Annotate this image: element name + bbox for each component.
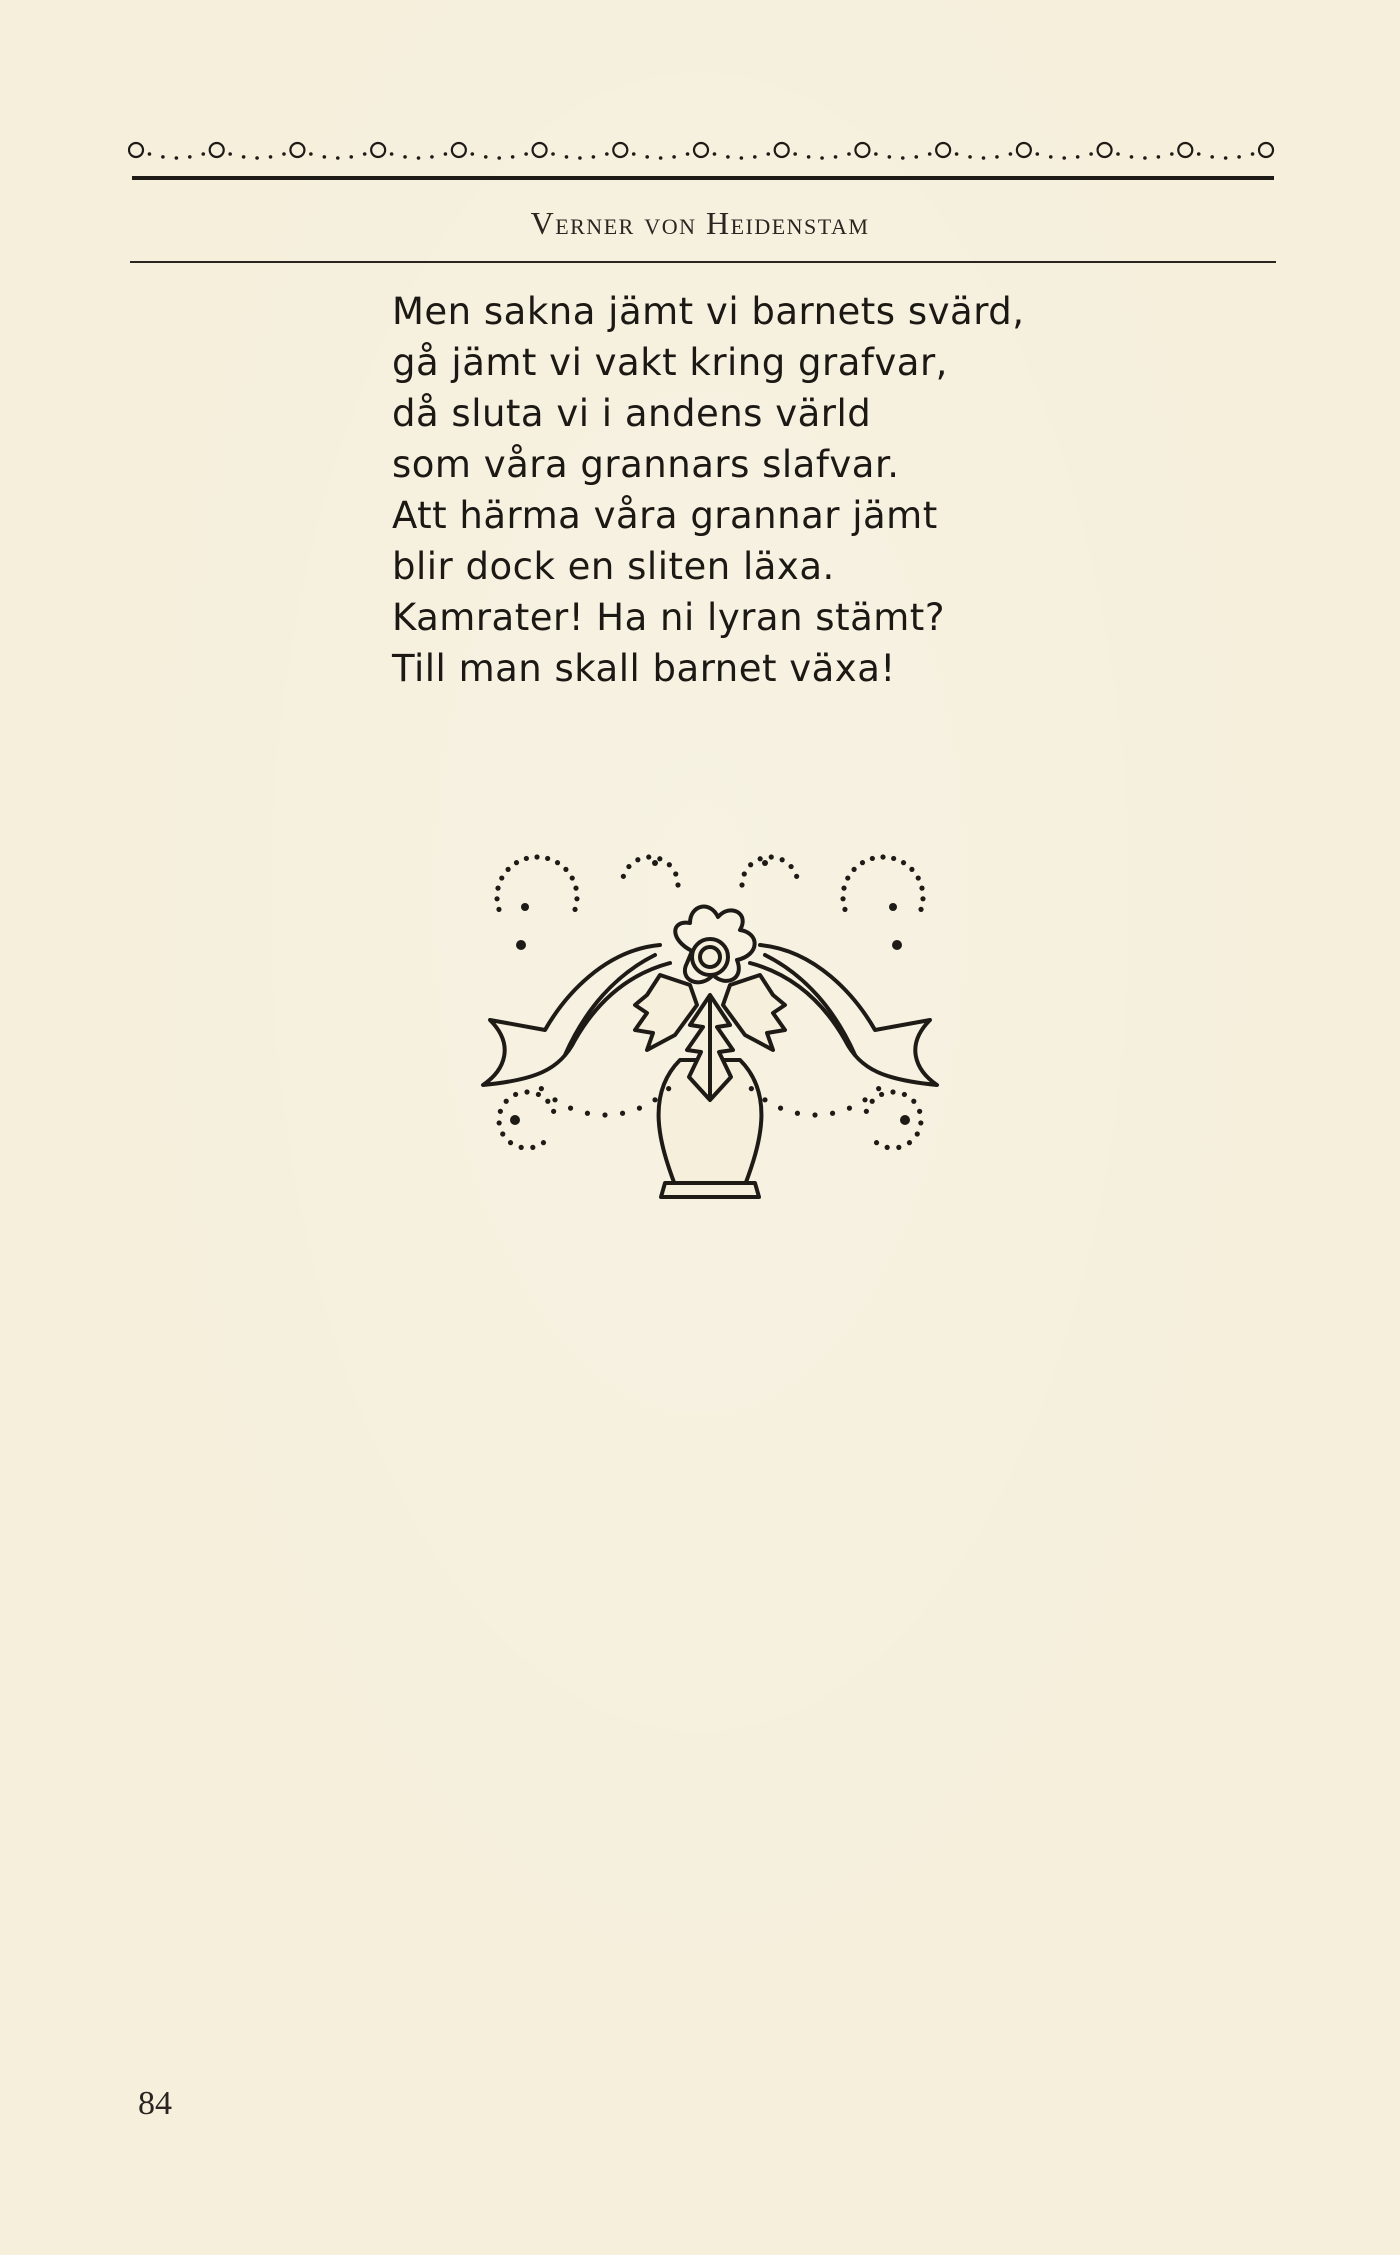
ornament-dot [840, 896, 845, 901]
poem-line: gå jämt vi vakt kring grafvar, [392, 341, 948, 384]
chain-dot [309, 152, 313, 156]
chain-dot [269, 155, 273, 159]
ornament-dot [742, 871, 747, 876]
chain-dot [1130, 155, 1134, 159]
ornament-dot [812, 1112, 817, 1117]
chain-dot [282, 152, 286, 156]
ornament-dot [870, 1099, 875, 1104]
chain-dot [632, 152, 636, 156]
ornament-dot [657, 856, 662, 861]
ornament-dot [911, 1099, 916, 1104]
chain-dot [672, 155, 676, 159]
chain-dot [444, 152, 448, 156]
ornament-dot [876, 1086, 881, 1091]
chain-dot [323, 155, 327, 159]
chain-link [613, 143, 627, 157]
chain-dot [1224, 156, 1228, 160]
chain-dot [1089, 152, 1093, 156]
chain-dot [363, 152, 367, 156]
poem-line: som våra grannars slafvar. [392, 443, 900, 486]
chain-dot [1237, 155, 1241, 159]
ornament-dot [902, 1092, 907, 1097]
ornament-dot [508, 1140, 513, 1145]
ornament-dot [519, 1145, 524, 1150]
ornament-dot [890, 1089, 895, 1094]
chain-dot [1009, 152, 1013, 156]
flower-vase-ornament [475, 845, 945, 1215]
chain-dot [928, 152, 932, 156]
chain-dot [1116, 152, 1120, 156]
chain-link [936, 143, 950, 157]
ornament-dot [874, 1140, 879, 1145]
chain-dot [1157, 155, 1161, 159]
ornament-dot [920, 896, 925, 901]
chain-dot [914, 155, 918, 159]
ornament-dot [585, 1111, 590, 1116]
ornament-dot [498, 1109, 503, 1114]
chain-dot [430, 155, 434, 159]
ornament-dot [845, 875, 850, 880]
ornament-dot [788, 864, 793, 869]
ornament-dot [918, 907, 923, 912]
chain-link [452, 143, 466, 157]
poem-line: Kamrater! Ha ni lyran stämt? [392, 596, 945, 639]
ornament-dot [536, 1092, 541, 1097]
poem-line: Att härma våra grannar jämt [392, 494, 938, 537]
ornament-dot [870, 856, 875, 861]
ornament-dot [769, 854, 774, 859]
chain-dot [1049, 155, 1053, 159]
ornament-dot [758, 856, 763, 861]
ornament-dot [842, 907, 847, 912]
chain-dot [1210, 155, 1214, 159]
ornament-dot [673, 871, 678, 876]
ornament-dot [794, 874, 799, 879]
ornament-dot [646, 854, 651, 859]
chain-dot [847, 152, 851, 156]
ornament-dot [891, 856, 896, 861]
chain-dot [1036, 152, 1040, 156]
chain-dot [874, 152, 878, 156]
ornament-dot [499, 875, 504, 880]
chain-dot [686, 152, 690, 156]
poem-line: då sluta vi i andens värld [392, 392, 872, 435]
chain-link [371, 143, 385, 157]
ornament-dot [667, 862, 672, 867]
chain-dot [484, 155, 488, 159]
ornament-dot [917, 1109, 922, 1114]
chain-link [775, 143, 789, 157]
ornament-dot [621, 874, 626, 879]
ornament-dot [524, 1089, 529, 1094]
ornament-dot [860, 860, 865, 865]
ornament-dot [916, 875, 921, 880]
chain-dot [201, 152, 205, 156]
chain-dot [1170, 152, 1174, 156]
chain-link [533, 143, 547, 157]
poem-line: blir dock en sliten läxa. [392, 545, 835, 588]
chain-dot [242, 155, 246, 159]
chain-dot [578, 156, 582, 160]
ornament-dot [919, 885, 924, 890]
ornament-dot [652, 1097, 657, 1102]
chain-dot [565, 155, 569, 159]
chain-dot [471, 152, 475, 156]
ornament-dot [841, 885, 846, 890]
chain-link [694, 143, 708, 157]
chain-link [210, 143, 224, 157]
ornament-dot [504, 1099, 509, 1104]
ornament-dot [514, 860, 519, 865]
chain-dot [592, 155, 596, 159]
chain-dot [645, 155, 649, 159]
ornament-dot [675, 882, 680, 887]
chain-dot [175, 156, 179, 160]
ornament-dot [666, 1086, 671, 1091]
ornament-dot [620, 1111, 625, 1116]
ornament-dot [851, 867, 856, 872]
ornament-dot [545, 856, 550, 861]
chain-dot [336, 156, 340, 160]
running-head: Verner von Heidenstam [530, 205, 870, 241]
chain-dot [1076, 155, 1080, 159]
ornament-dot [780, 857, 785, 862]
ornament-dot [762, 1097, 767, 1102]
chain-dot [188, 155, 192, 159]
ornament-dot [862, 1097, 867, 1102]
ornament-dot [572, 907, 577, 912]
chain-dot [148, 152, 152, 156]
ornament-dot [552, 1097, 557, 1102]
ornament-dot [513, 1092, 518, 1097]
header-rule [130, 261, 1276, 263]
chain-dot [726, 155, 730, 159]
chain-dot [753, 155, 757, 159]
chain-dot [820, 156, 824, 160]
chain-dot [497, 156, 501, 160]
chain-dot [766, 152, 770, 156]
chain-dot [403, 155, 407, 159]
ornament-dot [545, 1099, 550, 1104]
chain-dot [228, 152, 232, 156]
ornament-dot [568, 1106, 573, 1111]
ornament-dot [637, 1106, 642, 1111]
ornament-dot [539, 1086, 544, 1091]
chain-dot [551, 152, 555, 156]
ornament-dot [496, 907, 501, 912]
ornament-dot [885, 1145, 890, 1150]
ornament-dot [635, 857, 640, 862]
chain-dot [255, 156, 259, 160]
ornament-dot [574, 896, 579, 901]
ornament-dot [896, 1145, 901, 1150]
ornament-dot [500, 1131, 505, 1136]
chain-dot [740, 156, 744, 160]
ornament-dot [864, 1109, 869, 1114]
chain-dot [511, 155, 515, 159]
ornament-dot [534, 854, 539, 859]
ornament-dot [570, 875, 575, 880]
ornament-dot [749, 1086, 754, 1091]
page-number: 84 [138, 2085, 172, 2122]
ornament-dot [555, 860, 560, 865]
chain-dot [901, 156, 905, 160]
chain-dot [390, 152, 394, 156]
ornament-dot [563, 867, 568, 872]
ornament-dot [778, 1106, 783, 1111]
ornament-dot [830, 1111, 835, 1116]
ornament-dot [739, 882, 744, 887]
chain-dot [349, 155, 353, 159]
chain-link [1259, 143, 1273, 157]
chain-dot [1143, 156, 1147, 160]
poem-line: Till man skall barnet växa! [392, 647, 896, 690]
chain-link [1178, 143, 1192, 157]
ornament-dot [847, 1106, 852, 1111]
chain-dot [417, 156, 421, 160]
ornament-dot [795, 1111, 800, 1116]
chain-dot [1251, 152, 1255, 156]
chain-dot [995, 155, 999, 159]
ornament-dot [909, 867, 914, 872]
chain-dot [659, 156, 663, 160]
chain-dot [524, 152, 528, 156]
chain-dot [713, 152, 717, 156]
chain-dot [807, 155, 811, 159]
ornament-dot [530, 1145, 535, 1150]
ornament-dot [505, 867, 510, 872]
ornament-dot [879, 1092, 884, 1097]
poem-stanza [392, 286, 1092, 694]
ornament-dot [602, 1112, 607, 1117]
ornament-dot [551, 1109, 556, 1114]
ornament-dot [573, 885, 578, 890]
ornament-dot [494, 896, 499, 901]
ornament-dot [880, 854, 885, 859]
ornament-dot [626, 864, 631, 869]
ornament-dot [901, 860, 906, 865]
ornament-dot [748, 862, 753, 867]
chain-dot [968, 155, 972, 159]
ornament-dot [497, 1120, 502, 1125]
ornament-dot [495, 885, 500, 890]
ornament-dot [915, 1131, 920, 1136]
chain-link [1098, 143, 1112, 157]
chain-dot [955, 152, 959, 156]
ornament-dot [918, 1120, 923, 1125]
chain-link [855, 143, 869, 157]
chain-dot [1197, 152, 1201, 156]
chain-link [129, 143, 143, 157]
chain-dot [161, 155, 165, 159]
ornament-dot [907, 1140, 912, 1145]
chain-dot [605, 152, 609, 156]
ornament-dot [524, 856, 529, 861]
ornament-dot [541, 1140, 546, 1145]
chain-dot [834, 155, 838, 159]
top-border-ornament [128, 132, 1278, 194]
chain-link [290, 143, 304, 157]
chain-link [1017, 143, 1031, 157]
poem-line: Men sakna jämt vi barnets svärd, [392, 290, 1025, 333]
chain-dot [1062, 156, 1066, 160]
chain-dot [793, 152, 797, 156]
chain-dot [982, 156, 986, 160]
chain-dot [888, 155, 892, 159]
